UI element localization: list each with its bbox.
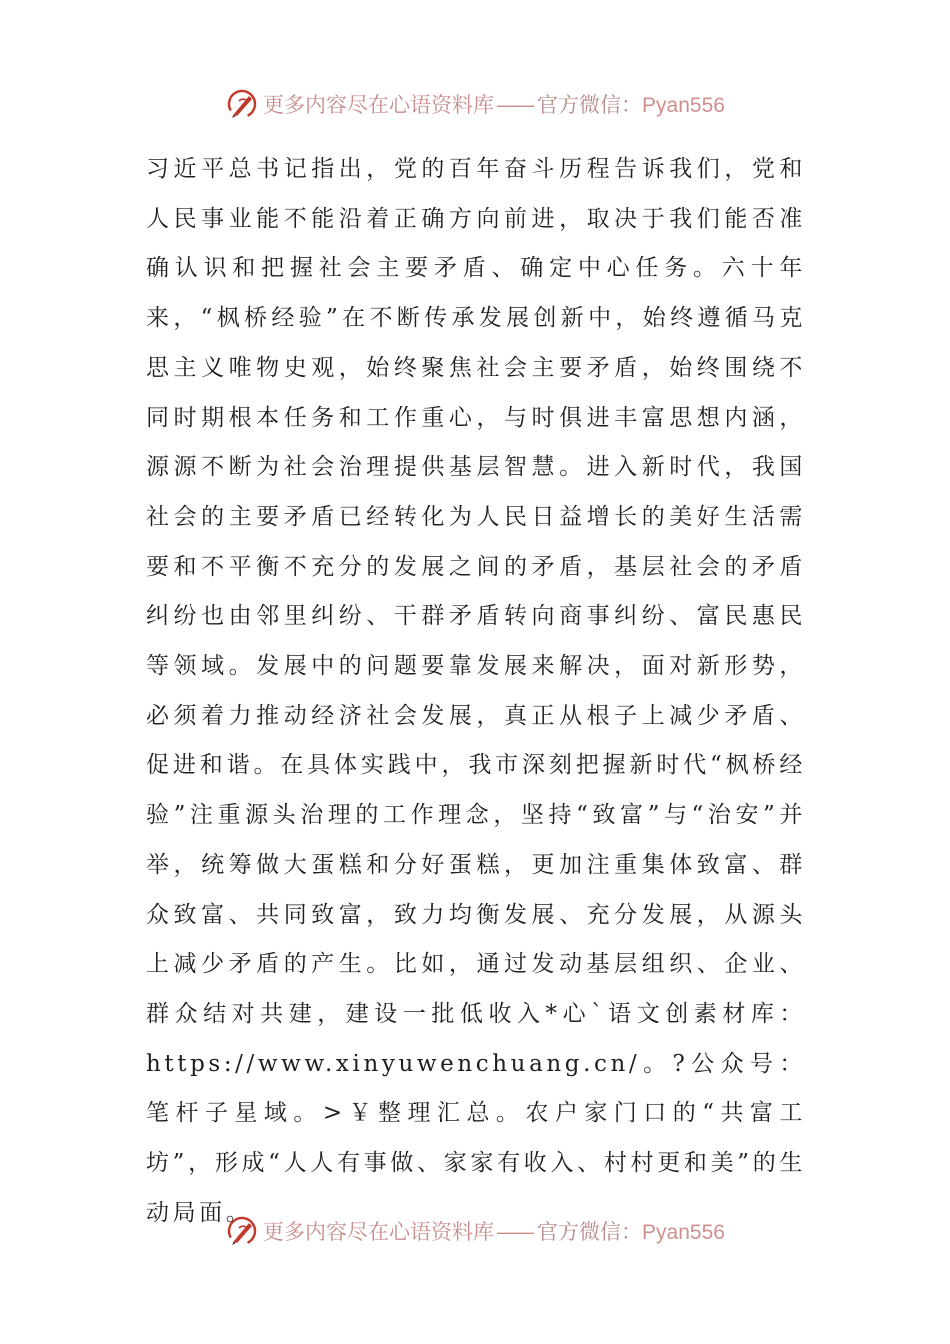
footer-banner (0, 1211, 950, 1251)
banner-text (263, 89, 725, 119)
body-paragraph: 习近平总书记指出，党的百年奋斗历程告诉我们，党和人民事业能不能沿着正确方向前进，取决于我们能否准确认识和把握社会主要矛盾、确定中心任务。六十年来，“枫桥经验”在不断传承发展创新中，始终遵循马克思主义唯物史观，始终聚焦社会主要矛盾，始终围绕不同时期根本任务和工作重心，与时俱进丰富思想内涵，源源不断为社会治理提供基层智慧。进入新时代，我国社会的主要矛盾已经转化为人民日益增长的美好生活需要和不平衡不充分的发展之间的矛盾，基层社会的矛盾纠纷也由邻里纠纷、干群矛盾转向商事纠纷、富民惠民等领域。发展中的问题要靠发展来解决，面对新形势，必须着力推动经济社会发展，真正从根子上减少矛盾、促进和谐。在具体实践中，我市深刻把握新时代“枫桥经验”注重源头治理的工作理念，坚持“致富”与“治安”并举，统筹做大蛋糕和分好蛋糕，更加注重集体致富、群众致富、共同致富，致力均衡发展、充分发展，从源头上减少矛盾的产生。比如，通过发动基层组织、企业、群众结对共建，建设一批低收入*心`语文创素材库：https://www.xinyuwenchuang.cn/。?公众号：笔杆子星域。>￥整理汇总。农户家门口的“共富工坊”，形成“人人有事做、家家有收入、村村更和美”的生动局面。 (146, 156, 806, 1226)
banner-dash: —— (496, 93, 533, 117)
banner-main: 更多内容尽在心语资料库 (263, 1220, 495, 1244)
banner-main: 更多内容尽在心语资料库 (263, 93, 495, 117)
banner-wechat-label: 官方微信： (537, 93, 643, 117)
banner-text (263, 1216, 725, 1246)
header-banner (0, 84, 950, 124)
pen-logo-icon (225, 1214, 259, 1248)
document-body (146, 145, 806, 1238)
banner-wechat-id: Pyan556 (642, 94, 725, 117)
banner-wechat-label: 官方微信： (537, 1220, 643, 1244)
pen-logo-icon (225, 87, 259, 121)
banner-dash: —— (496, 1220, 533, 1244)
banner-wechat-id: Pyan556 (642, 1221, 725, 1244)
